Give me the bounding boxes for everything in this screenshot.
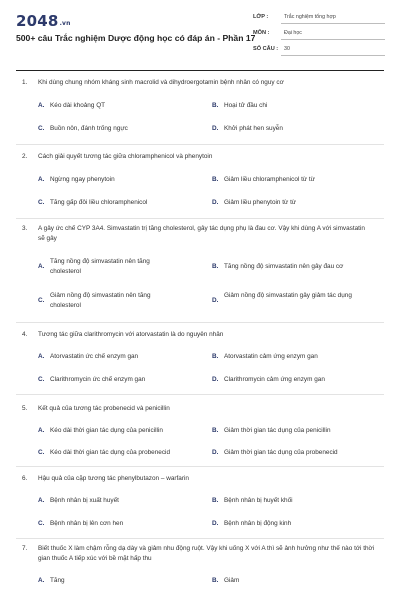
option-text: Khởi phát hen suyễn: [224, 125, 283, 132]
option-letter: D.: [212, 125, 219, 132]
option-text: Bệnh nhân bị lên cơn hen: [50, 520, 124, 527]
meta-label: SỐ CÂU :: [253, 46, 279, 52]
option-letter: C.: [38, 125, 45, 132]
option-letter: D.: [212, 297, 219, 304]
question-number: 5.: [22, 405, 28, 412]
option-letter: A.: [38, 102, 45, 109]
option-text: Giảm liều phenytoin từ từ: [224, 199, 297, 206]
option-letter: B.: [212, 353, 219, 360]
option-text: Clarithromycin ức chế enzym gan: [50, 376, 146, 383]
meta-label: MÔN :: [253, 30, 270, 36]
option-letter: B.: [212, 102, 219, 109]
meta-row-class: [253, 12, 385, 26]
option-text: Tăng nồng độ simvastatin nên tăng cholesterol: [50, 258, 150, 275]
question-number: 2.: [22, 153, 28, 160]
question-text: Tương tác giữa clarithromycin với atorvastatin là do nguyên nhân: [38, 331, 224, 338]
option-letter: D.: [212, 376, 219, 383]
option-text: Tăng nồng độ simvastatin nên gây đau cơ: [224, 263, 344, 270]
option-letter: A.: [38, 353, 45, 360]
option-text: Giảm liều chloramphenicol từ từ: [224, 176, 315, 183]
question-text: Khi dùng chung nhóm kháng sinh macrolid và dihydroergotamin bệnh nhân có nguy cơ: [38, 79, 284, 86]
meta-panel: [253, 12, 385, 60]
option-text: Kéo dài thời gian tác dụng của penicillin: [50, 427, 163, 434]
question-text: Biết thuốc X làm chậm rỗng dạ dày và giảm nhu động ruột. Vậy khi uống X với A thì sẽ ảnh hưởng như thế nào tới thời gian thuốc A tiếp xúc với bề mặt hấp thu: [38, 545, 375, 562]
meta-value: 30: [281, 46, 385, 56]
option-text: Giảm thời gian tác dụng của probenecid: [224, 449, 338, 456]
option-letter: C.: [38, 376, 45, 383]
option-letter: C.: [38, 297, 45, 304]
option-letter: B.: [212, 427, 219, 434]
option-text: Buồn nôn, đánh trống ngực: [50, 125, 128, 132]
question-number: 1.: [22, 79, 28, 86]
question-separator: [16, 466, 384, 467]
question-separator: [16, 322, 384, 323]
option-letter: A.: [38, 263, 45, 270]
option-letter: D.: [212, 449, 219, 456]
document-title: 500+ câu Trắc nghiệm Dược động học có đáp án - Phần 17: [16, 33, 256, 43]
option-letter: A.: [38, 176, 45, 183]
question-separator: [16, 538, 384, 539]
option-letter: D.: [212, 199, 219, 206]
option-text: Atorvastatin ức chế enzym gan: [50, 353, 139, 360]
meta-row-subject: [253, 28, 385, 42]
option-text: Kéo dài khoảng QT: [50, 102, 106, 109]
meta-label: LỚP :: [253, 14, 269, 20]
option-letter: D.: [212, 520, 219, 527]
option-text: Tăng gấp đôi liều chloramphenicol: [50, 199, 148, 206]
question-text: A gây ức chế CYP 3A4. Simvastatin trị tăng cholesterol, gây tác dụng phụ là đau cơ. Vậy khi dùng A với simvastatin sẽ gây: [38, 225, 365, 242]
question-separator: [16, 144, 384, 145]
question-text: Cách giải quyết tương tác giữa chloramphenicol và phenytoin: [38, 153, 213, 160]
question-separator: [16, 394, 384, 395]
option-text: Bệnh nhân bị huyết khối: [224, 497, 293, 504]
option-text: Clarithromycin cảm ứng enzym gan: [224, 376, 325, 383]
meta-value: Trắc nghiệm tổng hợp: [281, 14, 385, 24]
option-letter: B.: [212, 497, 219, 504]
option-letter: C.: [38, 449, 45, 456]
option-letter: C.: [38, 520, 45, 527]
question-number: 4.: [22, 331, 28, 338]
option-letter: A.: [38, 577, 45, 584]
option-text: Ngừng ngay phenytoin: [50, 176, 115, 183]
option-letter: B.: [212, 176, 219, 183]
option-text: Giảm nồng độ simvastatin gây giảm tác dụng: [224, 292, 352, 299]
meta-row-count: [253, 44, 385, 58]
question-text: Hậu quả của cặp tương tác phenylbutazon – warfarin: [38, 475, 189, 482]
option-letter: A.: [38, 497, 45, 504]
question-number: 6.: [22, 475, 28, 482]
question-number: 3.: [22, 225, 28, 232]
option-text: Bệnh nhân bị xuất huyết: [50, 497, 119, 504]
option-letter: B.: [212, 263, 219, 270]
option-text: Atorvastatin cảm ứng enzym gan: [224, 353, 318, 360]
option-text: Giảm nồng độ simvastatin nên tăng cholesterol: [50, 292, 151, 309]
logo-text: 2048: [16, 12, 59, 30]
option-letter: B.: [212, 577, 219, 584]
page-header: [0, 0, 400, 68]
question-separator: [16, 218, 384, 219]
option-text: Tăng: [50, 577, 65, 584]
question-number: 7.: [22, 545, 28, 552]
option-letter: A.: [38, 427, 45, 434]
logo-suffix: .vn: [59, 20, 71, 27]
option-letter: C.: [38, 199, 45, 206]
option-text: Giảm: [224, 577, 240, 584]
header-divider: [16, 70, 384, 71]
option-text: Kéo dài thời gian tác dụng của probenecid: [50, 449, 171, 456]
option-text: Bệnh nhân bị động kinh: [224, 520, 292, 527]
option-text: Hoại tử đầu chi: [224, 102, 268, 109]
site-logo[interactable]: [16, 12, 71, 30]
option-text: Giảm thời gian tác dụng của penicillin: [224, 427, 331, 434]
question-text: Kết quả của tương tác probenecid và penicillin: [38, 405, 170, 412]
meta-value: Đại học: [281, 30, 385, 40]
